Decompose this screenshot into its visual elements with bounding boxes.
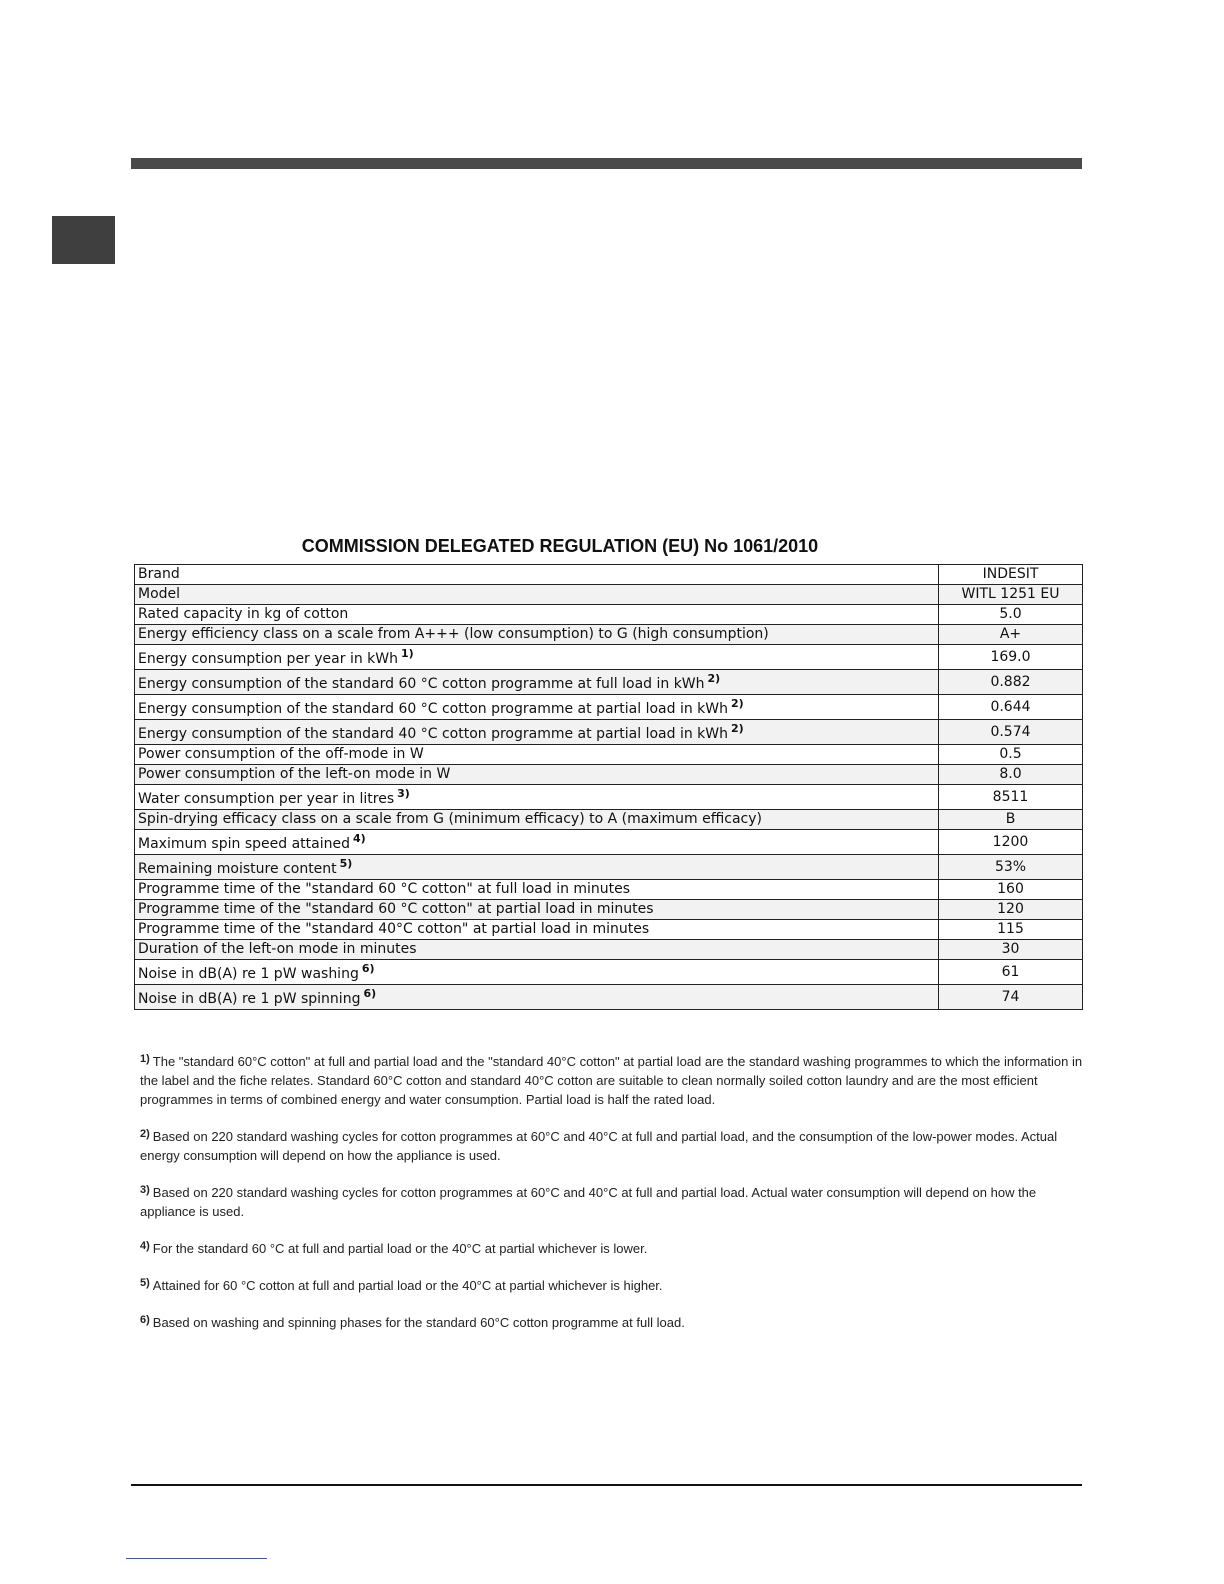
footnote-ref: 2) <box>707 672 721 685</box>
footnote-text: Based on washing and spinning phases for the standard 60°C cotton programme at full load. <box>152 1315 685 1330</box>
header-bar <box>131 158 1082 169</box>
footnote-marker: 5) <box>140 1277 150 1289</box>
table-row <box>135 940 1083 960</box>
row-label <box>135 720 939 745</box>
row-value: 0.882 <box>939 670 1083 695</box>
table-row <box>135 745 1083 765</box>
row-value: 0.5 <box>939 745 1083 765</box>
footnote <box>140 1181 1085 1221</box>
table-row <box>135 670 1083 695</box>
table-row <box>135 985 1083 1010</box>
footnote <box>140 1050 1085 1109</box>
row-value: 74 <box>939 985 1083 1010</box>
row-label <box>135 855 939 880</box>
row-value: INDESIT <box>939 565 1083 585</box>
row-label <box>135 960 939 985</box>
row-label-text: Programme time of the "standard 60 °C cotton" at partial load in minutes <box>138 901 654 917</box>
row-label-text: Energy consumption of the standard 60 °C cotton programme at partial load in kWh <box>138 701 729 717</box>
row-label-text: Remaining moisture content <box>138 861 337 877</box>
row-label-text: Brand <box>138 566 180 582</box>
row-label <box>135 785 939 810</box>
table-row <box>135 900 1083 920</box>
row-value: 120 <box>939 900 1083 920</box>
footnote-marker: 4) <box>140 1240 150 1252</box>
row-label-text: Noise in dB(A) re 1 pW spinning <box>138 991 361 1007</box>
table-row <box>135 785 1083 810</box>
row-label <box>135 605 939 625</box>
row-label-text: Maximum spin speed attained <box>138 836 350 852</box>
page-title: COMMISSION DELEGATED REGULATION (EU) No 1061/2010 <box>301 536 819 556</box>
product-fiche-table <box>134 564 1083 1010</box>
row-label <box>135 625 939 645</box>
footer-rule <box>131 1484 1082 1486</box>
table-row <box>135 585 1083 605</box>
row-label <box>135 900 939 920</box>
footnote-ref: 1) <box>400 647 414 660</box>
footnote <box>140 1237 1085 1258</box>
section-tab-marker <box>52 216 115 264</box>
footnote-marker: 6) <box>140 1314 150 1326</box>
row-label-text: Energy consumption of the standard 60 °C cotton programme at full load in kWh <box>138 676 705 692</box>
table-row <box>135 855 1083 880</box>
row-label-text: Rated capacity in kg of cotton <box>138 606 349 622</box>
footnote-text: The "standard 60°C cotton" at full and partial load and the "standard 40°C cotton" at partial load are the standard washing programmes to which the information in the label and the fiche relates. Standard 60°C cotton and standard 40°C cotton are suitable to clean normally soiled cotton laundry and are the most efficient programmes in terms of combined energy and water consumption. Partial load is half the rated load. <box>140 1054 1083 1107</box>
row-label <box>135 940 939 960</box>
footnote-ref: 5) <box>339 857 353 870</box>
row-label <box>135 880 939 900</box>
footnote-ref: 6) <box>363 987 377 1000</box>
row-value: 61 <box>939 960 1083 985</box>
footnote-ref: 6) <box>361 962 375 975</box>
row-value: 8.0 <box>939 765 1083 785</box>
row-value: 8511 <box>939 785 1083 810</box>
row-value: 169.0 <box>939 645 1083 670</box>
row-label-text: Energy consumption per year in kWh <box>138 651 398 667</box>
row-label <box>135 810 939 830</box>
row-value: 0.574 <box>939 720 1083 745</box>
footnote-marker: 2) <box>140 1128 150 1140</box>
row-label <box>135 745 939 765</box>
table-row <box>135 920 1083 940</box>
footnote <box>140 1311 1085 1332</box>
row-value: A+ <box>939 625 1083 645</box>
row-label-text: Power consumption of the off-mode in W <box>138 746 424 762</box>
footnote <box>140 1125 1085 1165</box>
row-label-text: Programme time of the "standard 40°C cotton" at partial load in minutes <box>138 921 650 937</box>
row-value: WITL 1251 EU <box>939 585 1083 605</box>
footnote-text: For the standard 60 °C at full and partial load or the 40°C at partial whichever is lower. <box>152 1241 648 1256</box>
row-value: 5.0 <box>939 605 1083 625</box>
footnote-ref: 3) <box>397 787 410 800</box>
table-row <box>135 810 1083 830</box>
row-label <box>135 585 939 605</box>
row-value: 53% <box>939 855 1083 880</box>
table-row <box>135 625 1083 645</box>
footnote-text: Attained for 60 °C cotton at full and partial load or the 40°C at partial whichever is higher. <box>152 1278 663 1293</box>
row-value: 30 <box>939 940 1083 960</box>
table-row <box>135 695 1083 720</box>
row-value: 0.644 <box>939 695 1083 720</box>
footnotes <box>140 1050 1085 1348</box>
row-label <box>135 985 939 1010</box>
row-label-text: Model <box>138 586 181 602</box>
row-label <box>135 645 939 670</box>
row-label <box>135 670 939 695</box>
footnote-marker: 1) <box>140 1053 150 1065</box>
table-row <box>135 960 1083 985</box>
footnote-text: Based on 220 standard washing cycles for cotton programmes at 60°C and 40°C at full and partial load, and the consumption of the low-power modes. Actual energy consumption will depend on how the appliance is used. <box>140 1129 1058 1163</box>
table-row <box>135 720 1083 745</box>
row-value: B <box>939 810 1083 830</box>
table-row <box>135 605 1083 625</box>
table-row <box>135 880 1083 900</box>
row-value: 115 <box>939 920 1083 940</box>
row-label-text: Power consumption of the left-on mode in W <box>138 766 451 782</box>
footnote-text: Based on 220 standard washing cycles for cotton programmes at 60°C and 40°C at full and partial load. Actual water consumption will depend on how the appliance is used. <box>140 1185 1037 1219</box>
footnote-ref: 4) <box>352 832 366 845</box>
row-label <box>135 695 939 720</box>
table-row <box>135 645 1083 670</box>
row-label-text: Duration of the left-on mode in minutes <box>138 941 417 957</box>
row-label-text: Programme time of the "standard 60 °C cotton" at full load in minutes <box>138 881 631 897</box>
row-label <box>135 830 939 855</box>
footnote <box>140 1274 1085 1295</box>
table-row <box>135 565 1083 585</box>
table-row <box>135 830 1083 855</box>
row-label <box>135 565 939 585</box>
table-row <box>135 765 1083 785</box>
row-label-text: Energy efficiency class on a scale from A+++ (low consumption) to G (high consumption) <box>138 626 769 642</box>
footer-link-underline <box>126 1558 267 1559</box>
row-label <box>135 765 939 785</box>
footnote-ref: 2) <box>731 722 744 735</box>
row-label-text: Noise in dB(A) re 1 pW washing <box>138 966 359 982</box>
row-value: 1200 <box>939 830 1083 855</box>
row-label <box>135 920 939 940</box>
footnote-marker: 3) <box>140 1184 150 1196</box>
row-label-text: Energy consumption of the standard 40 °C cotton programme at partial load in kWh <box>138 726 729 742</box>
row-value: 160 <box>939 880 1083 900</box>
footnote-ref: 2) <box>731 697 744 710</box>
row-label-text: Spin-drying efficacy class on a scale from G (minimum efficacy) to A (maximum efficacy) <box>138 811 762 827</box>
row-label-text: Water consumption per year in litres <box>138 791 395 807</box>
